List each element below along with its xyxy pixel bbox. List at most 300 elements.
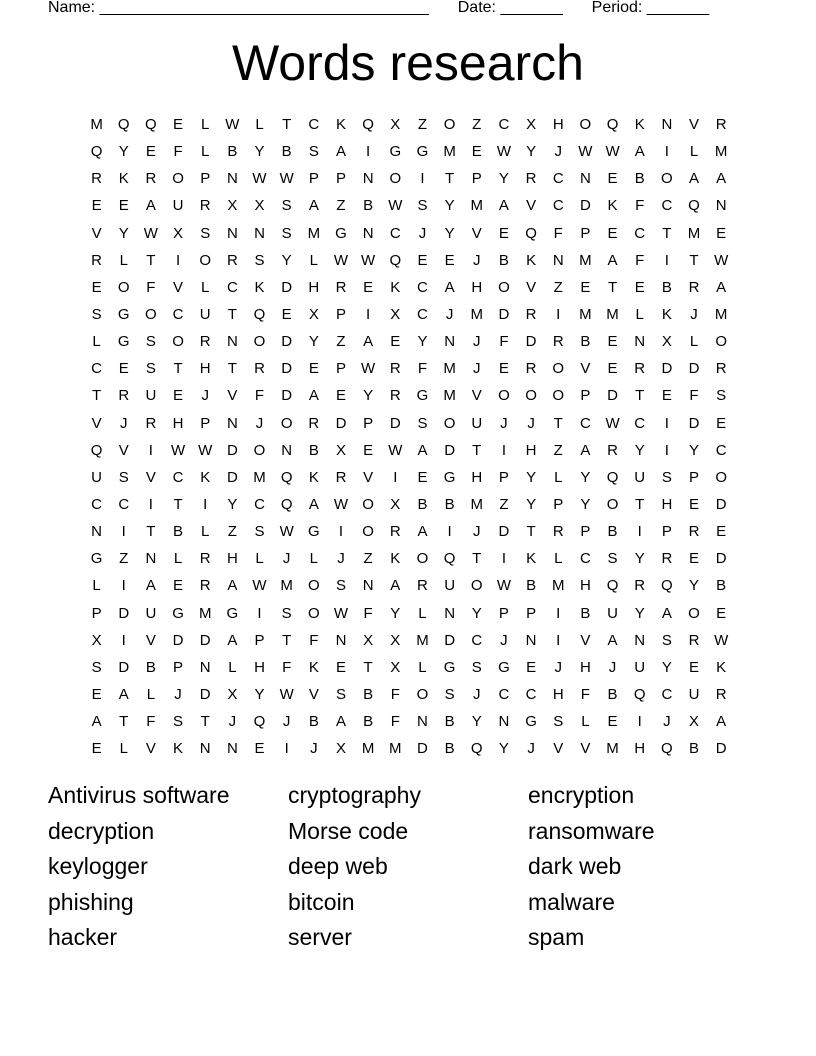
grid-row	[83, 328, 735, 355]
grid-letter: J	[119, 414, 128, 432]
grid-letter: Z	[553, 278, 563, 296]
grid-letter: H	[579, 577, 591, 595]
grid-letter: R	[634, 577, 646, 595]
grid-letter: Y	[498, 740, 509, 758]
grid-letter: D	[444, 441, 456, 459]
grid-letter: C	[634, 224, 646, 242]
grid-letter: Q	[253, 306, 266, 324]
grid-letter: L	[309, 251, 318, 269]
grid-letter: I	[664, 251, 669, 269]
grid-letter: O	[253, 333, 266, 351]
grid-letter: O	[443, 414, 456, 432]
grid-letter: N	[335, 631, 347, 649]
grid-letter: J	[690, 306, 698, 324]
grid-letter: E	[390, 333, 401, 351]
grid-letter: Q	[389, 251, 402, 269]
word-list-item: encryption	[528, 782, 635, 808]
grid-letter: A	[91, 713, 102, 731]
grid-letter: Y	[634, 441, 645, 459]
grid-letter: O	[579, 116, 592, 134]
grid-letter: Y	[227, 496, 238, 514]
grid-letter: W	[714, 251, 729, 269]
grid-letter: G	[498, 658, 510, 676]
grid-letter: M	[551, 577, 565, 595]
grid-letter: N	[199, 658, 211, 676]
grid-letter: G	[525, 713, 537, 731]
period-blank[interactable]: _______	[646, 0, 710, 16]
grid-letter: J	[473, 333, 481, 351]
grid-letter: Z	[417, 116, 428, 134]
grid-letter: T	[227, 306, 237, 324]
grid-letter: R	[308, 414, 320, 432]
date-blank[interactable]: _______	[500, 0, 563, 16]
grid-row	[83, 654, 735, 681]
grid-letter: E	[118, 360, 129, 378]
grid-letter: G	[172, 604, 184, 622]
grid-letter: V	[471, 224, 482, 242]
grid-letter: B	[363, 197, 374, 215]
grid-letter: K	[526, 251, 537, 269]
grid-letter: M	[714, 143, 728, 161]
grid-letter: R	[389, 387, 401, 405]
grid-letter: L	[635, 306, 644, 324]
grid-letter: D	[688, 360, 700, 378]
grid-letter: E	[607, 170, 618, 188]
grid-letter: S	[145, 333, 156, 351]
grid-letter: E	[308, 360, 319, 378]
grid-letter: D	[118, 604, 130, 622]
grid-letter: B	[607, 523, 618, 541]
grid-letter: H	[308, 278, 320, 296]
grid-letter: Y	[689, 577, 700, 595]
grid-letter: C	[579, 414, 591, 432]
grid-letter: M	[443, 387, 456, 405]
grid-letter: W	[605, 414, 620, 432]
grid-letter: R	[389, 523, 401, 541]
grid-letter: E	[498, 224, 509, 242]
grid-letter: T	[472, 441, 482, 459]
grid-letter: Q	[280, 468, 293, 486]
grid-letter: E	[471, 143, 482, 161]
grid-letter: G	[307, 523, 320, 541]
grid-letter: S	[607, 550, 618, 568]
grid-letter: I	[556, 306, 561, 324]
grid-letter: F	[146, 278, 156, 296]
grid-row	[83, 220, 735, 247]
grid-letter: P	[498, 468, 509, 486]
grid-letter: R	[199, 577, 211, 595]
grid-letter: G	[335, 224, 347, 242]
grid-letter: G	[443, 468, 456, 486]
grid-letter: Y	[118, 143, 129, 161]
grid-letter: H	[471, 468, 483, 486]
grid-letter: R	[389, 360, 401, 378]
word-list-item: cryptography	[288, 782, 421, 808]
grid-letter: O	[172, 170, 184, 188]
grid-letter: M	[606, 306, 619, 324]
grid-letter: L	[146, 686, 156, 704]
word-list-item: spam	[528, 924, 585, 951]
grid-letter: R	[552, 523, 564, 541]
grid-letter: I	[447, 523, 452, 541]
grid-letter: A	[607, 251, 618, 269]
grid-letter: E	[173, 387, 184, 405]
grid-letter: R	[91, 170, 102, 188]
grid-letter: F	[282, 658, 292, 676]
grid-letter: R	[199, 550, 211, 568]
grid-letter: U	[91, 468, 102, 486]
grid-letter: A	[580, 441, 591, 459]
grid-letter: J	[500, 414, 508, 432]
grid-letter: J	[608, 658, 617, 676]
grid-letter: I	[121, 577, 126, 595]
grid-letter: V	[580, 631, 591, 649]
grid-letter: J	[201, 387, 209, 405]
grid-letter: B	[308, 713, 319, 731]
grid-letter: T	[662, 224, 672, 242]
grid-letter: K	[254, 278, 265, 296]
grid-letter: O	[280, 414, 293, 432]
grid-letter: I	[501, 550, 506, 568]
grid-letter: L	[689, 143, 699, 161]
grid-letter: T	[282, 116, 292, 134]
grid-letter: T	[363, 658, 373, 676]
grid-letter: C	[634, 414, 646, 432]
grid-letter: E	[118, 197, 129, 215]
grid-letter: G	[389, 143, 402, 161]
grid-letter: F	[146, 713, 156, 731]
grid-letter: T	[445, 170, 455, 188]
grid-letter: T	[635, 387, 645, 405]
grid-letter: R	[688, 631, 700, 649]
grid-letter: B	[607, 686, 618, 704]
grid-letter: R	[715, 116, 727, 134]
word-list-item: bitcoin	[288, 888, 355, 915]
grid-letter: E	[689, 658, 700, 676]
grid-letter: M	[443, 360, 456, 378]
grid-letter: I	[203, 496, 208, 514]
grid-letter: E	[363, 278, 374, 296]
grid-letter: A	[607, 631, 618, 649]
grid-letter: V	[526, 197, 537, 215]
name-label: Name:	[48, 0, 96, 16]
grid-letter: B	[580, 604, 591, 622]
grid-letter: D	[607, 387, 618, 405]
grid-letter: D	[172, 631, 184, 649]
grid-letter: F	[254, 387, 265, 405]
grid-letter: J	[473, 251, 481, 269]
grid-letter: C	[579, 550, 591, 568]
grid-letter: L	[201, 523, 210, 541]
grid-letter: W	[361, 251, 376, 269]
grid-letter: Z	[472, 116, 482, 134]
word-list	[48, 778, 768, 956]
grid-letter: W	[388, 197, 403, 215]
grid-letter: R	[525, 306, 537, 324]
grid-letter: A	[689, 170, 700, 188]
grid-letter: P	[689, 468, 700, 486]
grid-letter: A	[145, 577, 156, 595]
grid-letter: F	[417, 360, 428, 378]
grid-letter: R	[199, 333, 211, 351]
grid-letter: Q	[117, 116, 130, 134]
grid-letter: M	[687, 224, 701, 242]
grid-letter: F	[363, 604, 373, 622]
grid-letter: D	[498, 306, 510, 324]
grid-letter: V	[553, 740, 564, 758]
grid-letter: L	[228, 658, 237, 676]
grid-letter: T	[91, 387, 102, 405]
grid-letter: N	[661, 116, 673, 134]
grid-row	[83, 627, 735, 654]
grid-letter: J	[527, 414, 535, 432]
grid-letter: N	[498, 713, 510, 731]
grid-letter: C	[498, 116, 510, 134]
grid-letter: E	[173, 577, 184, 595]
grid-letter: I	[175, 251, 181, 269]
grid-letter: L	[255, 116, 264, 134]
grid-letter: T	[173, 360, 183, 378]
grid-row	[83, 382, 735, 409]
grid-letter: O	[416, 550, 429, 568]
grid-letter: S	[118, 468, 129, 486]
grid-letter: C	[661, 686, 673, 704]
grid-letter: I	[148, 496, 153, 514]
grid-letter: O	[443, 116, 456, 134]
grid-letter: Q	[90, 143, 103, 161]
grid-letter: I	[556, 604, 561, 622]
grid-letter: I	[338, 523, 344, 541]
grid-letter: R	[145, 414, 157, 432]
grid-letter: Y	[417, 333, 428, 351]
grid-letter: B	[444, 713, 455, 731]
grid-letter: D	[389, 414, 401, 432]
grid-letter: Y	[281, 251, 292, 269]
word-list-item: ransomware	[528, 817, 655, 844]
grid-letter: M	[198, 604, 212, 622]
grid-letter: I	[664, 414, 669, 432]
grid-letter: Y	[689, 441, 700, 459]
grid-letter: D	[281, 333, 293, 351]
grid-letter: A	[716, 713, 727, 731]
grid-letter: D	[525, 333, 537, 351]
grid-letter: C	[172, 306, 184, 324]
grid-letter: S	[444, 686, 455, 704]
grid-letter: C	[118, 496, 130, 514]
grid-letter: R	[634, 360, 646, 378]
grid-letter: Y	[498, 170, 509, 188]
grid-letter: R	[688, 523, 700, 541]
grid-letter: A	[417, 441, 428, 459]
page-title: Words research	[232, 35, 584, 91]
grid-letter: X	[526, 116, 537, 134]
grid-letter: R	[715, 686, 727, 704]
grid-letter: Y	[444, 224, 455, 242]
grid-letter: K	[335, 116, 346, 134]
grid-letter: F	[635, 197, 645, 215]
grid-letter: K	[173, 740, 184, 758]
grid-letter: T	[282, 631, 292, 649]
grid-letter: O	[416, 686, 429, 704]
grid-letter: Y	[634, 604, 645, 622]
grid-letter: A	[308, 197, 319, 215]
grid-letter: C	[417, 278, 428, 296]
grid-letter: V	[471, 387, 482, 405]
grid-letter: U	[634, 468, 646, 486]
grid-letter: P	[526, 604, 537, 622]
grid-letter: I	[148, 441, 153, 459]
grid-letter: W	[143, 224, 158, 242]
grid-letter: W	[714, 631, 729, 649]
grid-letter: E	[689, 550, 700, 568]
grid-letter: S	[91, 306, 102, 324]
grid-letter: S	[417, 197, 428, 215]
grid-letter: S	[254, 523, 265, 541]
grid-letter: S	[661, 468, 672, 486]
grid-letter: E	[91, 197, 102, 215]
grid-letter: Q	[362, 116, 374, 134]
grid-letter: Q	[633, 686, 646, 704]
grid-letter: B	[498, 251, 509, 269]
grid-letter: A	[390, 577, 401, 595]
grid-row	[83, 681, 735, 708]
grid-letter: M	[253, 468, 266, 486]
grid-letter: P	[335, 306, 346, 324]
grid-letter: A	[444, 278, 455, 296]
grid-letter: D	[226, 441, 238, 459]
grid-row	[83, 165, 735, 192]
grid-letter: K	[390, 550, 401, 568]
grid-letter: L	[201, 116, 210, 134]
grid-row	[83, 274, 735, 301]
grid-letter: F	[390, 713, 400, 731]
grid-letter: S	[335, 686, 346, 704]
date-label: Date:	[457, 0, 496, 16]
grid-letter: E	[498, 360, 509, 378]
grid-letter: O	[470, 577, 483, 595]
grid-letter: E	[716, 224, 727, 242]
grid-letter: J	[554, 658, 562, 676]
grid-letter: F	[553, 224, 563, 242]
grid-letter: Z	[499, 496, 509, 514]
grid-letter: J	[554, 143, 562, 161]
grid-letter: X	[335, 740, 346, 758]
grid-letter: N	[579, 170, 591, 188]
grid-letter: X	[390, 306, 401, 324]
grid-letter: K	[716, 658, 727, 676]
grid-letter: L	[554, 550, 563, 568]
grid-letter: M	[606, 740, 619, 758]
grid-letter: W	[388, 441, 403, 459]
grid-letter: G	[117, 306, 130, 324]
grid-letter: S	[308, 143, 319, 161]
word-list-item: Antivirus software	[48, 782, 230, 808]
grid-letter: T	[553, 414, 563, 432]
grid-letter: V	[118, 441, 129, 459]
grid-letter: H	[661, 496, 673, 514]
grid-letter: C	[552, 197, 564, 215]
grid-letter: D	[715, 740, 727, 758]
grid-letter: A	[335, 143, 346, 161]
grid-letter: F	[580, 686, 590, 704]
grid-letter: Q	[606, 577, 619, 595]
grid-letter: E	[281, 306, 292, 324]
grid-letter: P	[200, 170, 211, 188]
grid-letter: Q	[661, 740, 673, 758]
grid-letter: R	[145, 170, 157, 188]
grid-letter: C	[471, 631, 483, 649]
grid-letter: E	[689, 496, 700, 514]
grid-letter: I	[257, 604, 262, 622]
grid-letter: H	[634, 740, 646, 758]
grid-letter: E	[634, 278, 645, 296]
grid-letter: E	[91, 740, 102, 758]
letter-grid	[83, 111, 735, 762]
grid-letter: M	[470, 197, 484, 215]
grid-row	[83, 111, 735, 138]
grid-letter: I	[366, 143, 371, 161]
grid-letter: S	[254, 251, 265, 269]
grid-letter: G	[226, 604, 239, 622]
grid-letter: W	[333, 604, 349, 622]
grid-letter: B	[444, 496, 455, 514]
grid-letter: U	[145, 604, 157, 622]
grid-letter: P	[173, 658, 184, 676]
grid-letter: R	[525, 170, 537, 188]
grid-letter: A	[308, 496, 319, 514]
grid-letter: P	[363, 414, 374, 432]
grid-letter: X	[661, 333, 672, 351]
grid-letter: A	[417, 523, 428, 541]
word-list-item: server	[288, 924, 352, 951]
grid-letter: B	[634, 170, 645, 188]
grid-letter: A	[227, 631, 238, 649]
grid-letter: J	[473, 686, 481, 704]
grid-letter: Q	[470, 740, 483, 758]
grid-letter: V	[173, 278, 184, 296]
grid-letter: N	[226, 224, 238, 242]
grid-letter: R	[525, 360, 537, 378]
name-blank[interactable]: _____________________________________	[99, 0, 429, 16]
grid-letter: N	[552, 251, 564, 269]
grid-letter: C	[91, 496, 102, 514]
grid-letter: D	[226, 468, 238, 486]
grid-letter: H	[552, 686, 564, 704]
grid-letter: O	[715, 468, 727, 486]
grid-letter: S	[471, 658, 482, 676]
grid-letter: D	[118, 658, 130, 676]
grid-letter: M	[579, 306, 592, 324]
grid-letter: P	[308, 170, 319, 188]
grid-letter: T	[173, 496, 183, 514]
grid-letter: R	[335, 468, 347, 486]
grid-letter: G	[90, 550, 103, 568]
grid-letter: Y	[471, 713, 482, 731]
grid-letter: N	[634, 333, 646, 351]
grid-letter: J	[500, 631, 508, 649]
grid-letter: B	[363, 713, 374, 731]
grid-letter: M	[579, 251, 592, 269]
grid-letter: B	[227, 143, 238, 161]
grid-letter: N	[226, 170, 238, 188]
grid-letter: Y	[580, 468, 591, 486]
grid-row	[83, 491, 735, 518]
grid-letter: P	[580, 224, 591, 242]
grid-letter: C	[226, 278, 238, 296]
grid-letter: F	[635, 251, 645, 269]
grid-letter: K	[118, 170, 129, 188]
grid-letter: E	[173, 116, 184, 134]
